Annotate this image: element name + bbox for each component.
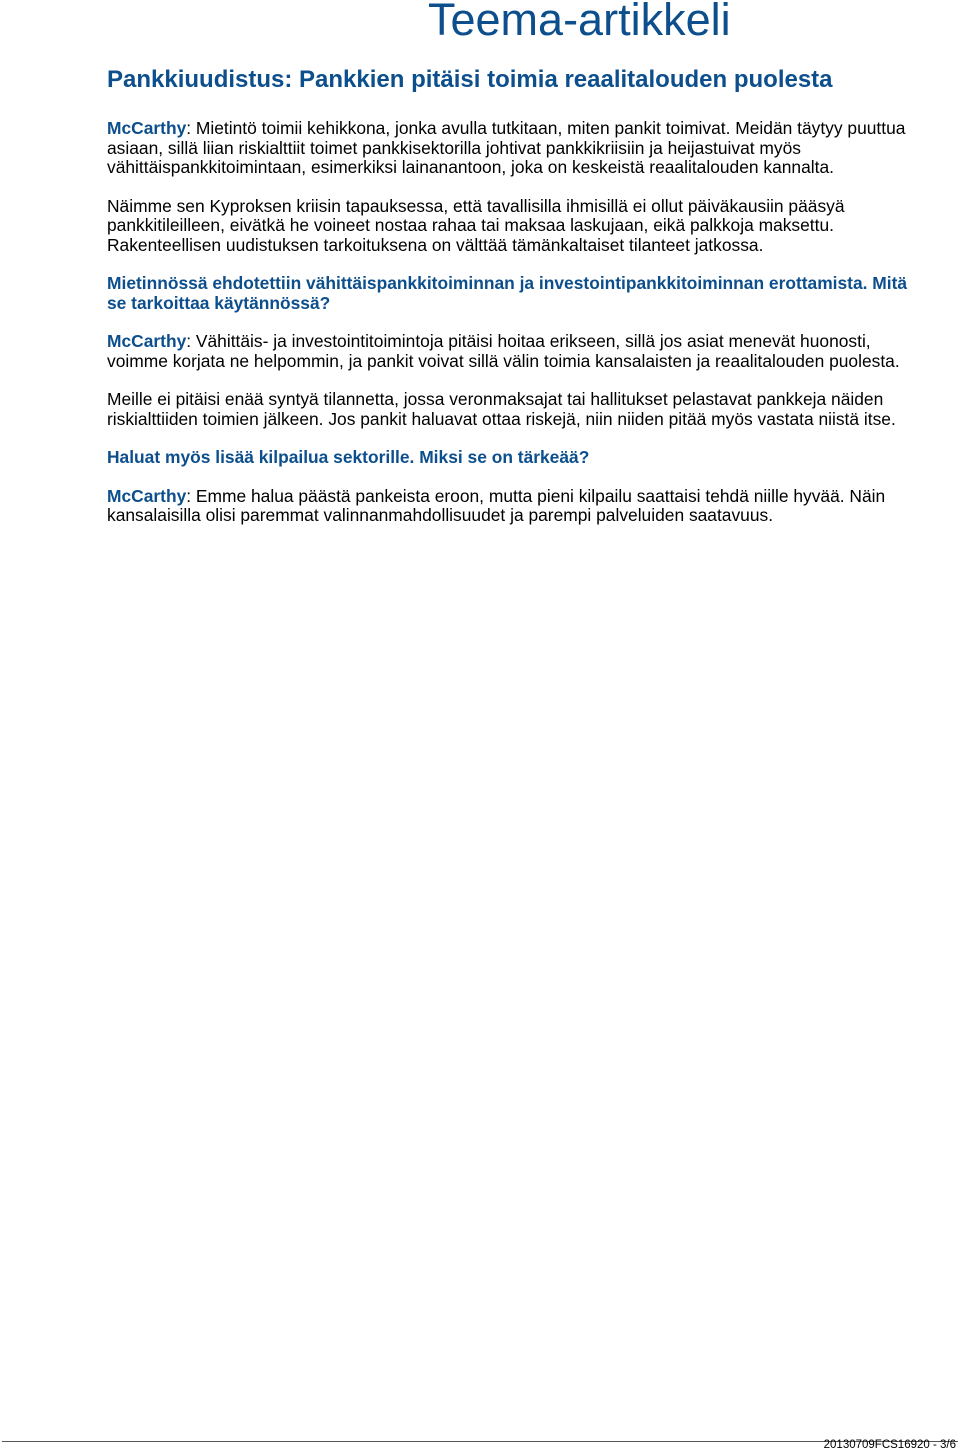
interview-question: Mietinnössä ehdotettiin vähittäispankkitoiminnan ja investointipankkitoiminnan erottamista. Mitä se tarkoittaa käytännössä? — [107, 273, 908, 313]
answer-text: : Mietintö toimii kehikkona, jonka avulla tutkitaan, miten pankit toimivat. Meidän täytyy puuttua asiaan, sillä liian riskialttiit toimet pankkisektorilla johtivat pankkikriisiin ja heijastuivat myös vähittäispankkitoimintaan, esimerkiksi lainanantoon, joka on keskeistä reaalitalouden kannalta. — [107, 118, 906, 177]
interview-question: Haluat myös lisää kilpailua sektorille. Miksi se on tärkeää? — [107, 447, 590, 467]
answer-paragraph — [107, 487, 919, 526]
answer-paragraph — [107, 119, 919, 178]
speaker-name: McCarthy — [107, 485, 187, 506]
answer-text: : Emme halua päästä pankeista eroon, mutta pieni kilpailu saattaisi tehdä niille hyvää. Näin kansalaisilla olisi paremmat valinnanmahdollisuudet ja parempi palveluiden saatavuus. — [107, 485, 886, 525]
speaker-name: McCarthy — [107, 331, 187, 351]
body-paragraph: Meille ei pitäisi enää syntyä tilannetta, jossa veronmaksajat tai hallitukset pelastavat pankkeja näiden riskialttiiden toimien jälkeen. Jos pankit haluavat ottaa riskejä, niin niiden pitää myös vastata niistä itse. — [107, 389, 896, 429]
speaker-name: McCarthy — [107, 118, 187, 138]
footer-divider — [2, 1441, 958, 1442]
section-title: Teema-artikkeli — [428, 0, 731, 45]
article-body — [107, 119, 919, 545]
document-reference: 20130709FCS16920 - 3/6 — [823, 1439, 956, 1451]
body-paragraph: Näimme sen Kyproksen kriisin tapauksessa, että tavallisilla ihmisillä ei ollut päiväkausiin pääsyä pankkitileilleen, eivätkä he voineet nostaa rahaa tai maksaa laskujaan, eikä palkkoja maksettu. Rakenteellisen uudistuksen tarkoituksena on välttää tämänkaltaiset tilanteet jatkossa. — [107, 195, 845, 255]
answer-paragraph — [107, 332, 919, 371]
answer-text: : Vähittäis- ja investointitoimintoja pitäisi hoitaa erikseen, sillä jos asiat menevät huonosti, voimme korjata ne helpommin, ja pankit voivat sillä välin toimia kansalaisten ja reaalitalouden puolesta. — [107, 331, 900, 371]
article-title: Pankkiuudistus: Pankkien pitäisi toimia reaalitalouden puolesta — [107, 66, 833, 93]
